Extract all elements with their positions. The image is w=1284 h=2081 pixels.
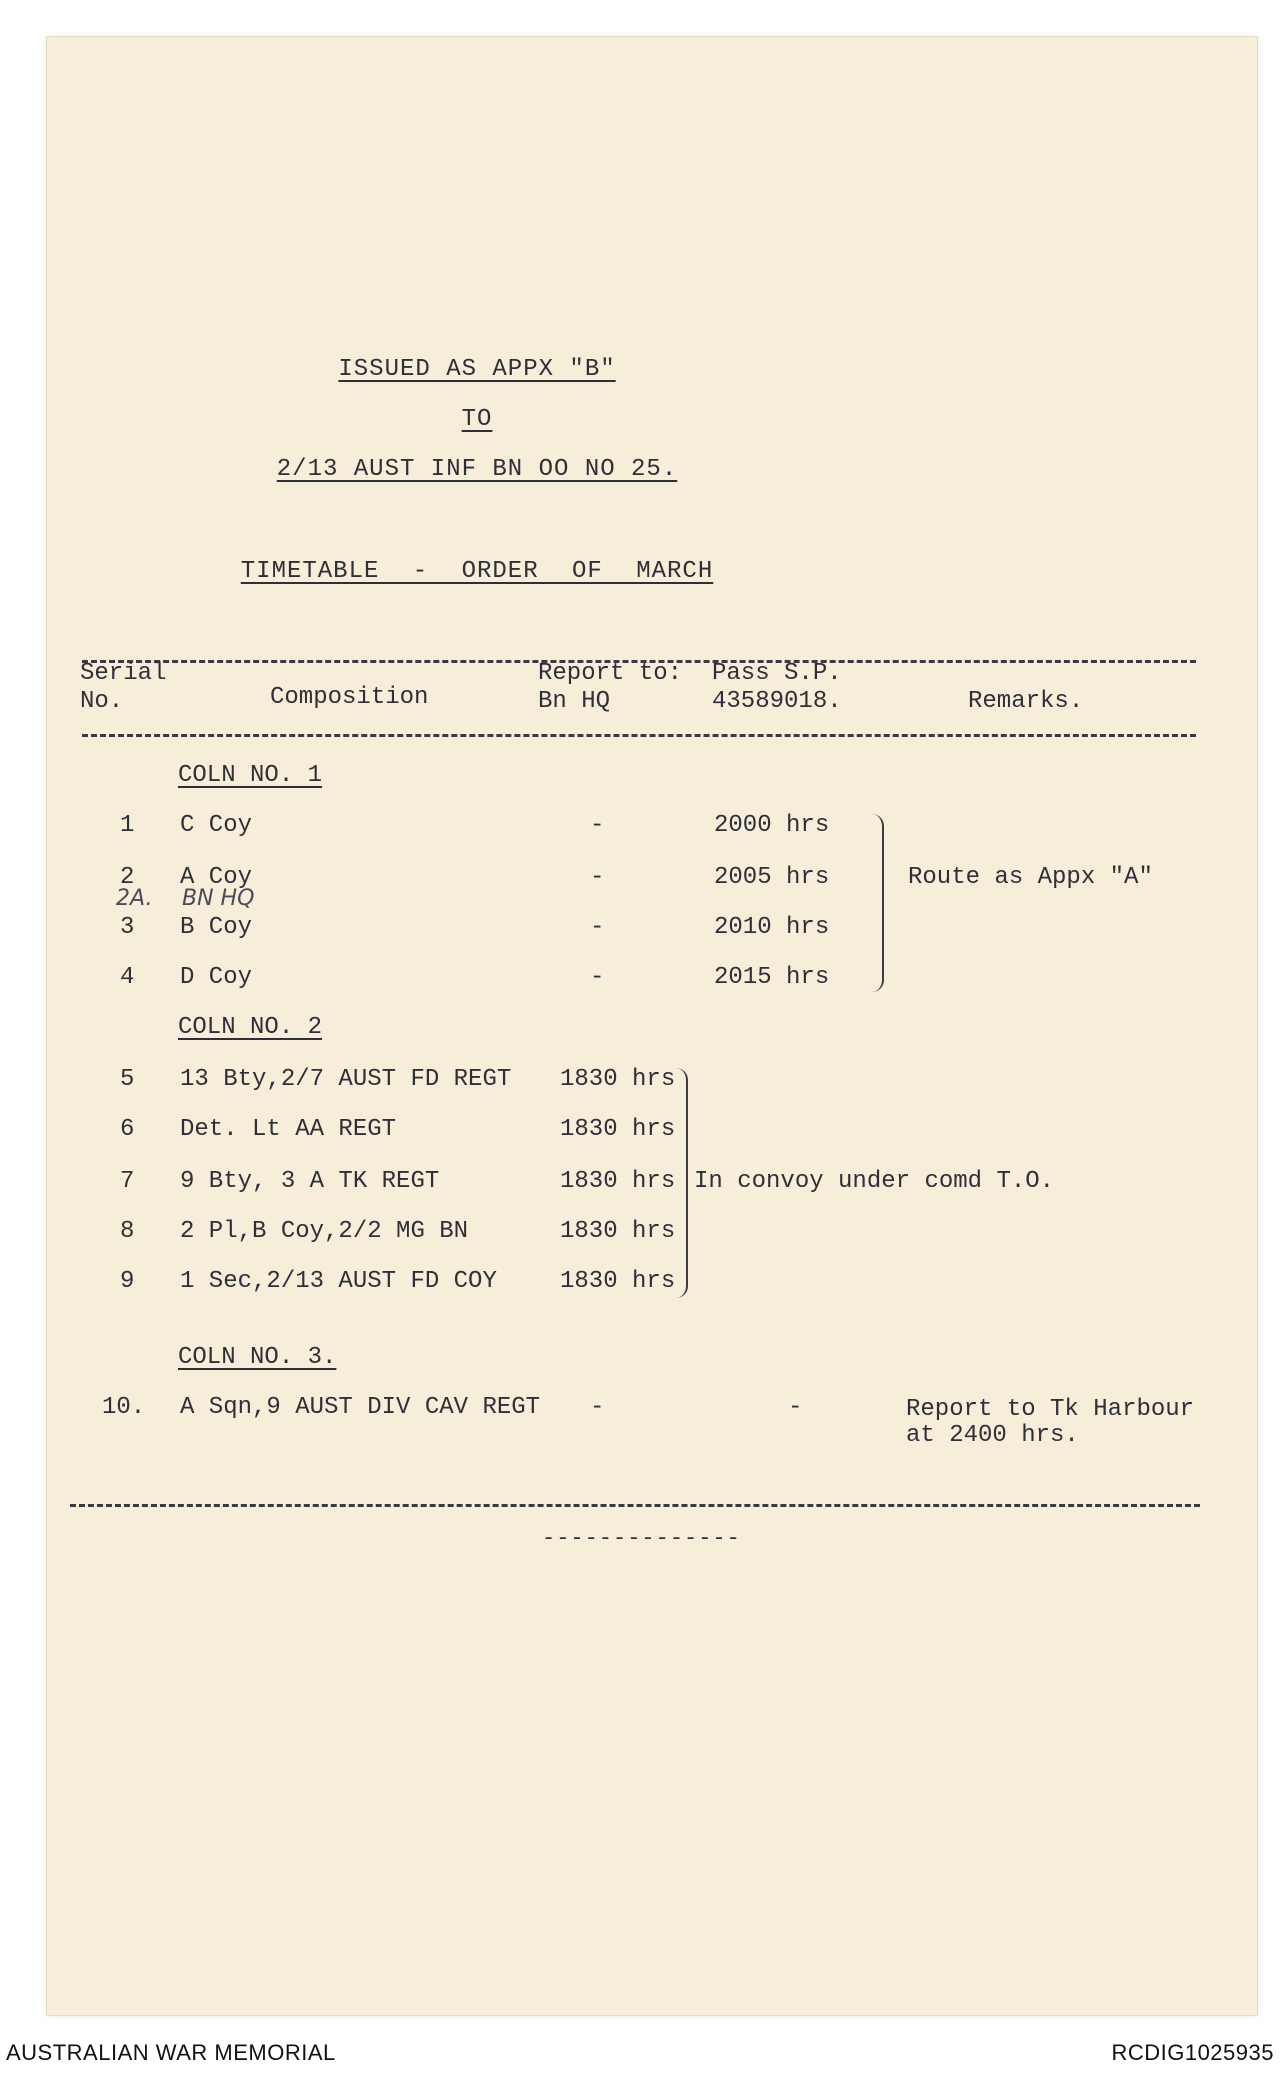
col-serial-header: Serial No. xyxy=(80,660,167,715)
table-row-report: - xyxy=(590,812,605,839)
coln2-remark: In convoy under comd T.O. xyxy=(694,1168,1055,1195)
handwritten-serial-note: 2A. xyxy=(116,886,153,911)
table-row-composition: A Sqn,9 AUST DIV CAV REGT xyxy=(180,1394,541,1421)
col-composition-header: Composition xyxy=(270,684,429,711)
table-row-pass: 2000 hrs xyxy=(714,812,830,839)
table-row-report: 1830 hrs xyxy=(560,1066,676,1093)
table-row-serial: 7 xyxy=(120,1168,135,1195)
table-row-serial: 2 xyxy=(120,864,135,891)
table-row-report: - xyxy=(590,964,605,991)
footer-archive-name: AUSTRALIAN WAR MEMORIAL xyxy=(6,2040,336,2065)
to-heading: TO xyxy=(461,406,493,433)
issued-heading: ISSUED AS APPX "B" xyxy=(338,356,616,383)
coln3-title: COLN NO. 3. xyxy=(178,1344,337,1371)
coln2-title: COLN NO. 2 xyxy=(178,1014,323,1041)
table-row-composition: D Coy xyxy=(180,964,253,991)
table-row-serial: 9 xyxy=(120,1268,135,1295)
coln1-title: COLN NO. 1 xyxy=(178,762,323,789)
table-row-composition: A Coy xyxy=(180,864,253,891)
table-row-composition: Det. Lt AA REGT xyxy=(180,1116,397,1143)
col-remarks-header: Remarks. xyxy=(968,688,1084,715)
end-mark: -------------- xyxy=(542,1526,741,1551)
table-row-pass: 2015 hrs xyxy=(714,964,830,991)
table-row-pass: 2010 hrs xyxy=(714,914,830,941)
table-row-report: 1830 hrs xyxy=(560,1168,676,1195)
coln2-brace xyxy=(676,1068,688,1298)
table-row-composition: C Coy xyxy=(180,812,253,839)
col-report-header: Report to: Bn HQ xyxy=(538,660,683,715)
table-row-report: - xyxy=(590,864,605,891)
table-row-report: 1830 hrs xyxy=(560,1116,676,1143)
table-row-composition: B Coy xyxy=(180,914,253,941)
table-row-report: - xyxy=(590,1394,605,1421)
table-bottom-rule xyxy=(70,1504,1200,1507)
coln1-brace xyxy=(872,814,884,992)
table-row-composition: 9 Bty, 3 A TK REGT xyxy=(180,1168,440,1195)
table-header-rule xyxy=(82,734,1196,737)
table-row-composition: 13 Bty,2/7 AUST FD REGT xyxy=(180,1066,512,1093)
handwritten-bn-hq-note: BN HQ xyxy=(182,886,255,911)
table-row-serial: 4 xyxy=(120,964,135,991)
table-row-serial: 8 xyxy=(120,1218,135,1245)
table-row-composition: 1 Sec,2/13 AUST FD COY xyxy=(180,1268,497,1295)
footer-reference-id: RCDIG1025935 xyxy=(1111,2040,1274,2065)
table-row-serial: 3 xyxy=(120,914,135,941)
table-row-report: - xyxy=(590,914,605,941)
coln3-remark-line1: Report to Tk Harbour xyxy=(906,1396,1195,1423)
table-row-pass: 2005 hrs xyxy=(714,864,830,891)
table-row-composition: 2 Pl,B Coy,2/2 MG BN xyxy=(180,1218,469,1245)
table-row-report: 1830 hrs xyxy=(560,1218,676,1245)
timetable-title: TIMETABLE - ORDER OF MARCH xyxy=(240,558,714,585)
table-row-pass: - xyxy=(788,1394,803,1421)
table-row-report: 1830 hrs xyxy=(560,1268,676,1295)
order-heading: 2/13 AUST INF BN OO NO 25. xyxy=(276,456,678,483)
table-row-serial: 6 xyxy=(120,1116,135,1143)
col-pass-header: Pass S.P. 43589018. xyxy=(712,660,842,715)
coln1-remark: Route as Appx "A" xyxy=(908,864,1153,891)
table-row-serial: 5 xyxy=(120,1066,135,1093)
table-row-serial: 10. xyxy=(102,1394,146,1421)
table-row-serial: 1 xyxy=(120,812,135,839)
coln3-remark-line2: at 2400 hrs. xyxy=(906,1422,1079,1449)
